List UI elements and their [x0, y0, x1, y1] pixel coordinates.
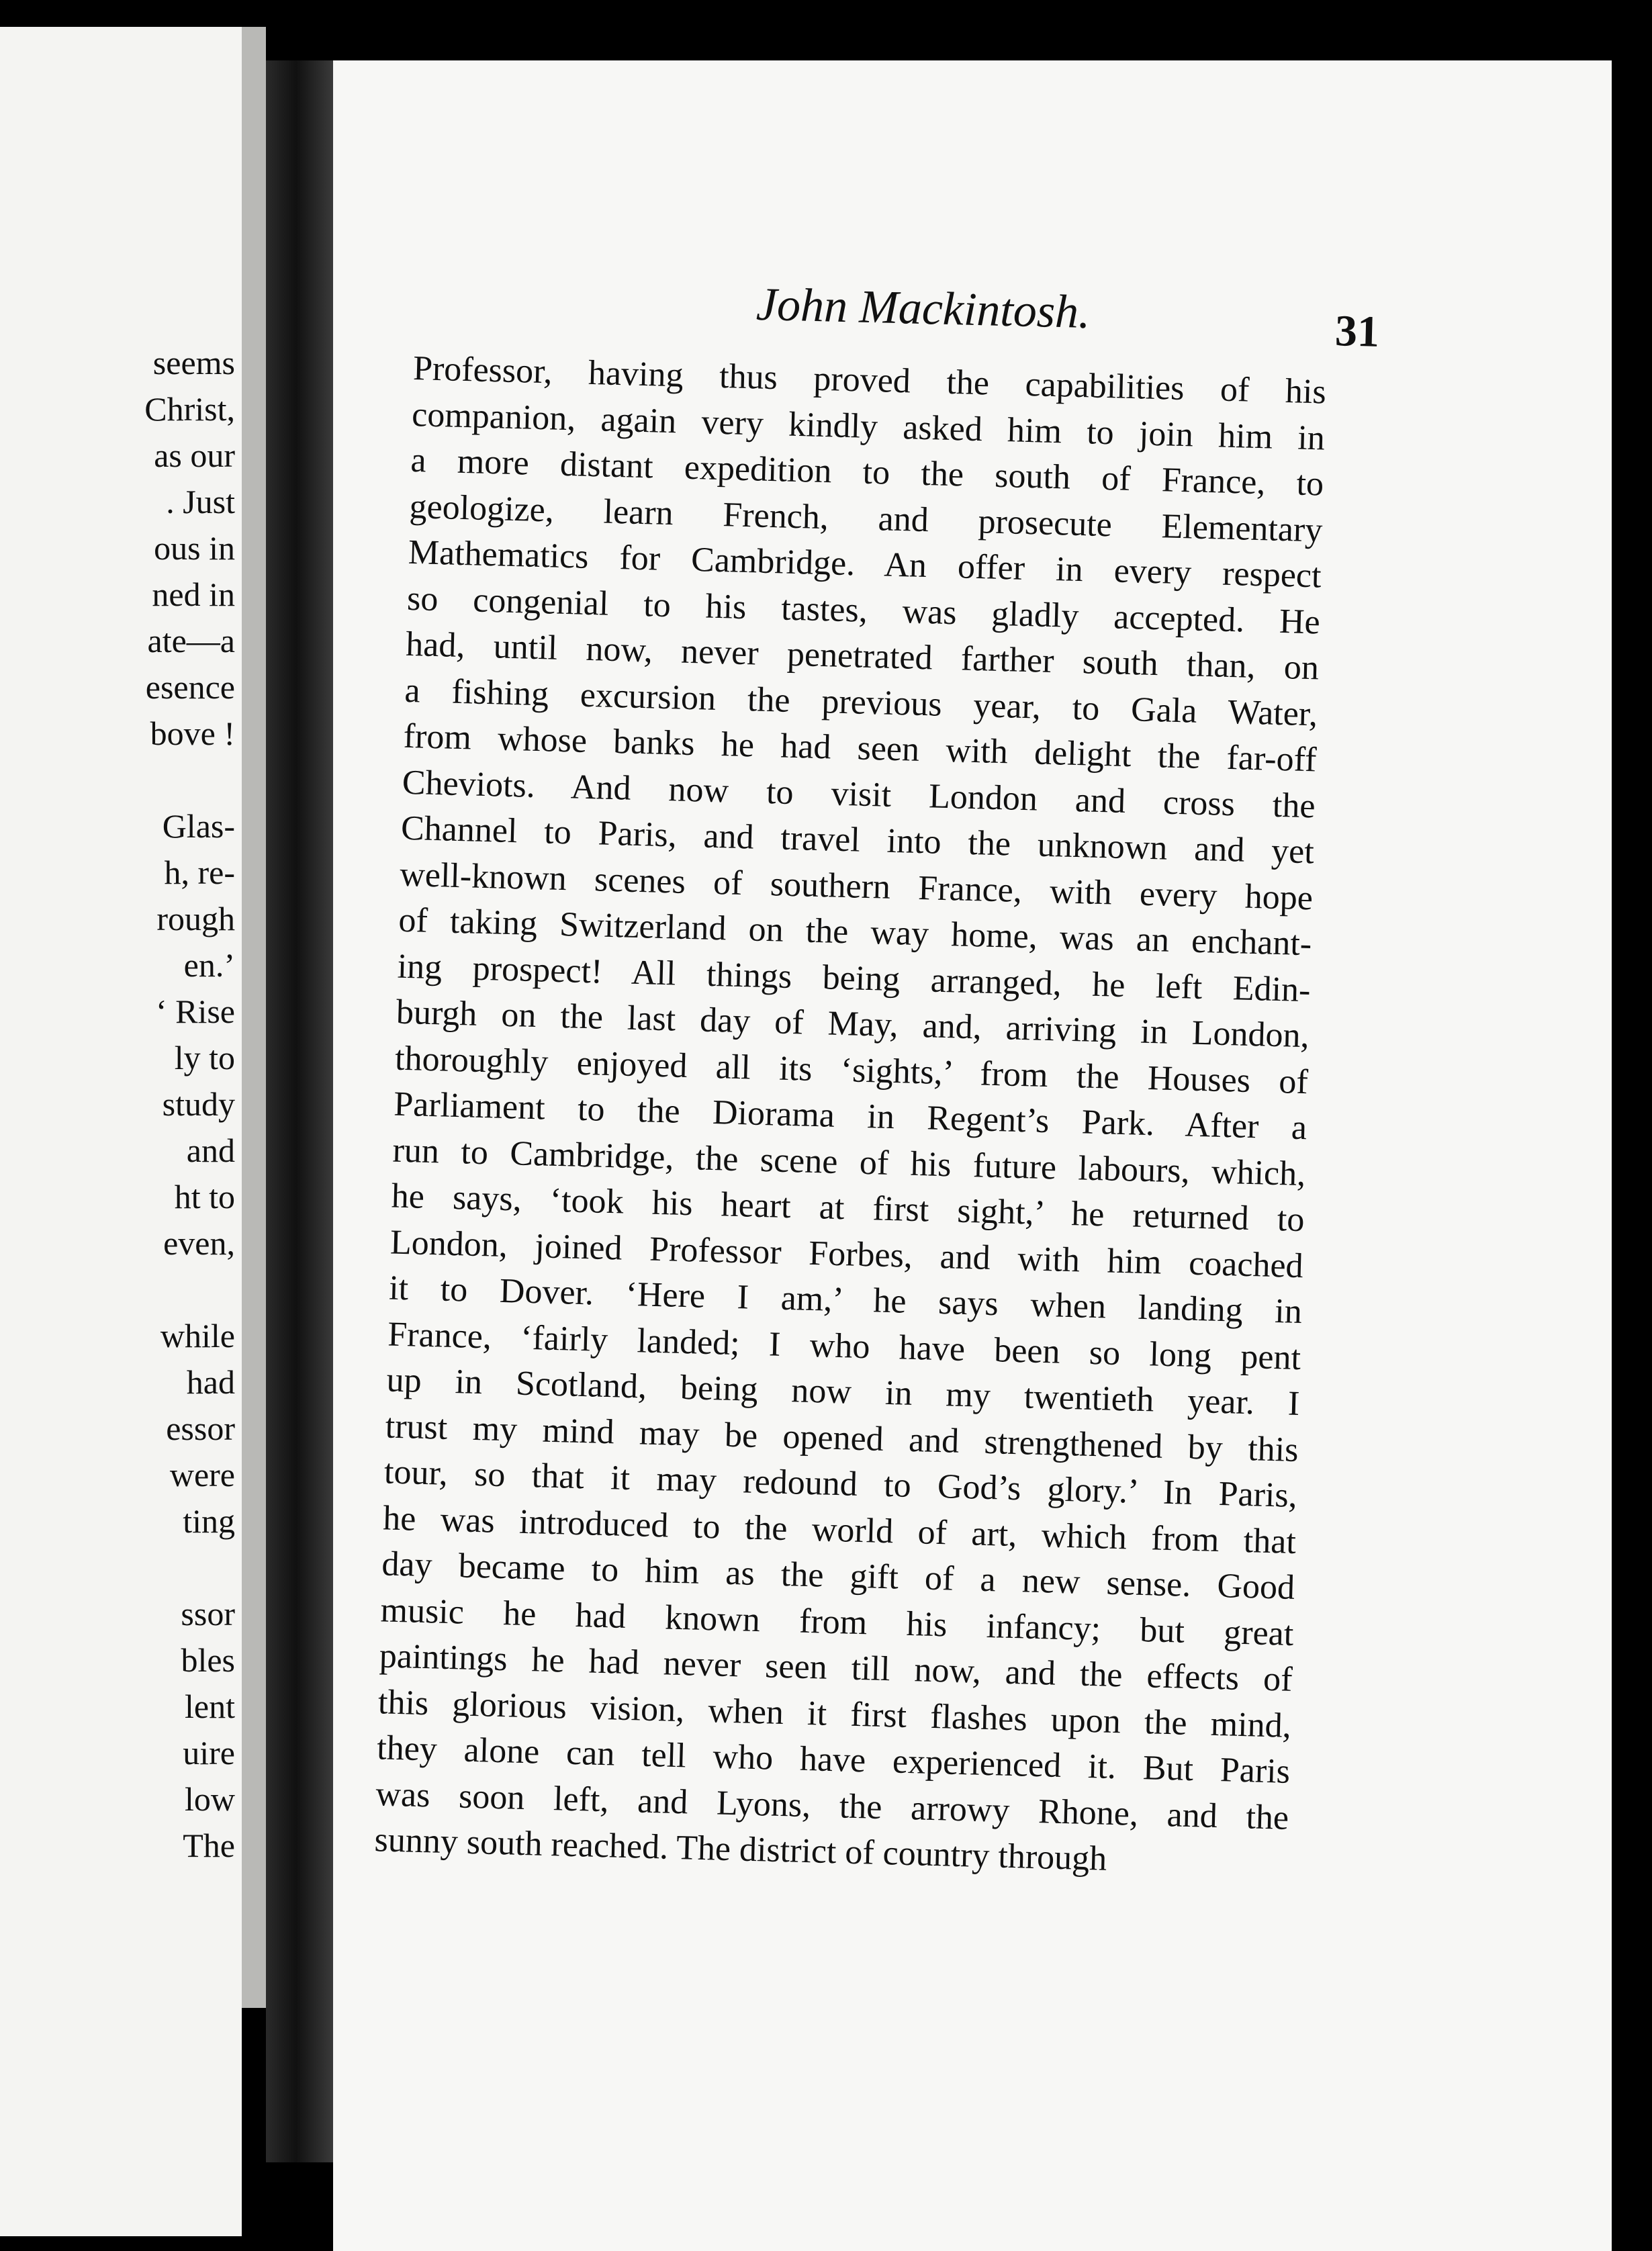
- left-page-text: [7, 340, 235, 1869]
- text-line: had, until now, never penetrated farther south than, on: [405, 625, 1320, 688]
- text-line: day became to him as the gift of a new sense. Good: [381, 1545, 1295, 1607]
- left-line-fragment: uire: [183, 1734, 235, 1772]
- left-line-fragment: Christ,: [144, 390, 235, 428]
- text-line: geologize, learn French, and prosecute Elementary: [408, 487, 1324, 550]
- text-line: a fishing excursion the previous year, to Gala Water,: [404, 671, 1318, 733]
- left-line-fragment: ssor: [181, 1595, 235, 1633]
- scan-border-right: [1612, 0, 1652, 2251]
- text-line: London, joined Professor Forbes, and with him coached: [389, 1223, 1304, 1285]
- left-line-fragment: seems: [152, 344, 235, 381]
- text-line: trust my mind may be opened and strengthened by this: [385, 1406, 1299, 1469]
- right-page: [333, 60, 1612, 2251]
- body-text: [374, 346, 1327, 1887]
- left-line-fragment: ting: [183, 1502, 235, 1540]
- text-line: paintings he had never seen till now, and the effects of: [379, 1637, 1293, 1699]
- text-line: Professor, having thus proved the capabilities of his: [412, 349, 1327, 412]
- text-line: he says, ‘took his heart at first sight,’ he returned to: [391, 1177, 1305, 1240]
- left-line-fragment: ate—a: [147, 622, 235, 659]
- left-line-fragment: low: [185, 1780, 235, 1818]
- left-line-fragment: ‘ Rise: [155, 993, 235, 1030]
- text-line: a more distant expedition to the south of France, to: [410, 441, 1324, 504]
- left-line-fragment: [7, 1545, 235, 1591]
- left-line-fragment: as our: [154, 437, 235, 474]
- text-line: France, ‘fairly landed; I who have been so long pent: [387, 1315, 1301, 1377]
- text-line: thoroughly enjoyed all its ‘sights,’ from the Houses of: [394, 1039, 1309, 1101]
- text-line: burgh on the last day of May, and, arriving in London,: [396, 993, 1310, 1056]
- text-line: it to Dover. ‘Here I am,’ he says when landing in: [388, 1269, 1303, 1332]
- left-line-fragment: h, re-: [164, 854, 235, 891]
- left-line-fragment: rough: [156, 900, 235, 937]
- left-line-fragment: were: [169, 1456, 235, 1494]
- text-line: of taking Switzerland on the way home, was an enchant-: [398, 901, 1312, 964]
- text-line: music he had known from his infancy; but great: [379, 1590, 1294, 1653]
- left-line-fragment: ous in: [154, 529, 235, 567]
- text-line: Mathematics for Cambridge. An offer in every respect: [408, 533, 1322, 596]
- page-edge: [242, 27, 266, 2008]
- left-line-fragment: bles: [181, 1641, 235, 1679]
- text-line: Parliament to the Diorama in Regent’s Park. After a: [393, 1085, 1307, 1148]
- left-line-fragment: ned in: [152, 576, 235, 613]
- book-gutter: [266, 60, 333, 2162]
- left-line-fragment: The: [183, 1827, 235, 1864]
- text-line: up in Scotland, being now in my twentieth year. I: [385, 1361, 1300, 1424]
- text-line: Cheviots. And now to visit London and cross the: [402, 763, 1316, 825]
- text-line: so congenial to his tastes, was gladly accepted. He: [406, 579, 1321, 641]
- text-line: was soon left, and Lyons, the arrowy Rhone, and the: [375, 1774, 1289, 1837]
- left-line-fragment: ht to: [174, 1178, 235, 1215]
- left-line-fragment: Glas-: [162, 807, 235, 845]
- text-line: from whose banks he had seen with delight the far-off: [403, 717, 1318, 780]
- left-page: [0, 27, 242, 2236]
- left-line-fragment: esence: [145, 668, 235, 706]
- left-line-fragment: ly to: [174, 1039, 235, 1076]
- left-line-fragment: and: [186, 1132, 235, 1169]
- text-line: well-known scenes of southern France, with every hope: [399, 855, 1314, 917]
- text-line: they alone can tell who have experienced it. But Paris: [376, 1729, 1291, 1791]
- text-line: ing prospect! All things being arranged, he left Edin-: [397, 947, 1312, 1009]
- page-number: 31: [1334, 306, 1380, 357]
- text-line: companion, again very kindly asked him to join him in: [411, 395, 1326, 458]
- text-line: sunny south reached. The district of country through: [373, 1821, 1107, 1878]
- left-line-fragment: had: [186, 1363, 235, 1401]
- left-line-fragment: while: [160, 1317, 235, 1354]
- left-line-fragment: en.’: [183, 946, 235, 984]
- left-line-fragment: lent: [185, 1688, 235, 1725]
- left-line-fragment: study: [162, 1085, 235, 1123]
- left-line-fragment: even,: [163, 1224, 235, 1262]
- text-line: he was introduced to the world of art, which from that: [382, 1498, 1297, 1561]
- text-line: this glorious vision, when it first flashes upon the mind,: [377, 1682, 1292, 1745]
- left-line-fragment: bove !: [150, 715, 235, 752]
- left-line-fragment: essor: [166, 1410, 235, 1447]
- text-line: Channel to Paris, and travel into the unknown and yet: [400, 809, 1315, 872]
- running-head: John Mackintosh.: [755, 278, 1091, 339]
- left-line-fragment: . Just: [166, 483, 235, 520]
- left-line-fragment: [7, 1267, 235, 1313]
- left-line-fragment: [7, 757, 235, 803]
- text-line: run to Cambridge, the scene of his future labours, which,: [392, 1131, 1306, 1193]
- text-line: tour, so that it may redound to God’s glory.’ In Paris,: [383, 1453, 1298, 1516]
